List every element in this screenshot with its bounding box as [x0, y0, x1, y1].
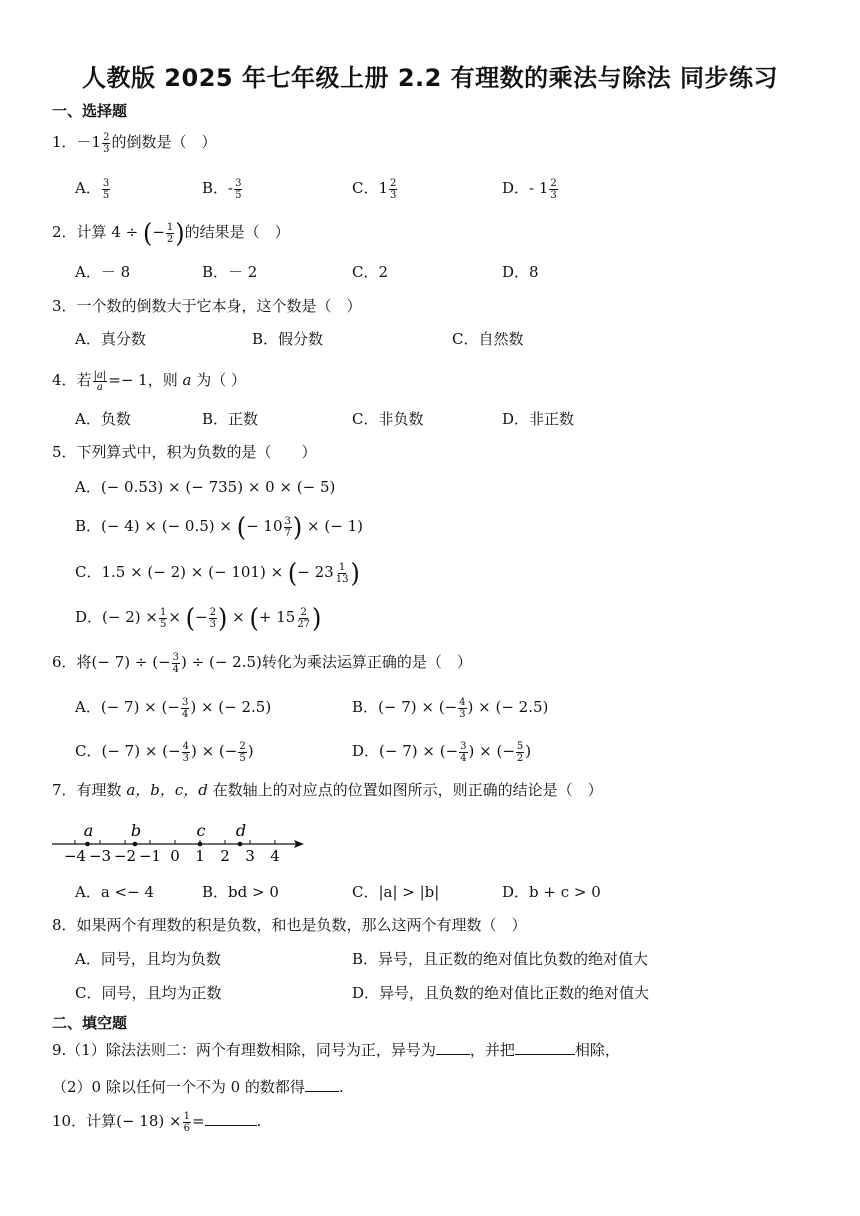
q6-option-c[interactable]: C．(− 7) × (− $\frac{4}{3}$ ) × (− $\frac{2}{5}$ ) — [75, 740, 254, 764]
q4-option-b[interactable]: B．正数 — [202, 410, 259, 428]
tick-label: −4 — [63, 847, 87, 865]
q6-option-a[interactable]: A．(− 7) × (− $\frac{3}{4}$ ) × (− 2.5) — [75, 696, 272, 720]
point-label: a — [83, 821, 94, 840]
q7-option-a[interactable]: A．a <− 4 — [75, 883, 154, 901]
tick-label: 4 — [270, 847, 280, 865]
point-dot — [198, 842, 203, 847]
q8-option-b[interactable]: B．异号，且正数的绝对值比负数的绝对值大 — [352, 950, 649, 968]
q4-option-d[interactable]: D．非正数 — [502, 410, 575, 428]
number-line-figure — [50, 812, 310, 868]
question-2: 2．计算 4 ÷ (− $\frac{1}{2}$ )的结果是（ ） — [52, 217, 290, 249]
tick-label: −3 — [88, 847, 112, 865]
q2-option-a[interactable]: A．－ 8 — [75, 263, 131, 281]
question-6: 6．将(− 7) ÷ (− $\frac{3}{4}$ ) ÷ (− 2.5)转化为乘法运算正确的是（ ） — [52, 651, 472, 675]
tick-label: −1 — [138, 847, 162, 865]
q6-option-d[interactable]: D．(− 7) × (− $\frac{3}{4}$ ) × (− $\frac{5}{2}$ ) — [352, 740, 532, 764]
section-fill-heading: 二、填空题 — [52, 1014, 128, 1032]
q8-option-c[interactable]: C．同号，且均为正数 — [75, 984, 222, 1002]
q2-option-c[interactable]: C．2 — [352, 263, 389, 281]
q7-option-b[interactable]: B．bd > 0 — [202, 883, 279, 901]
q3-option-c[interactable]: C．自然数 — [452, 330, 524, 348]
q4-option-a[interactable]: A．负数 — [75, 410, 131, 428]
page-title: 人教版 2025 年七年级上册 2.2 有理数的乘法与除法 同步练习 — [81, 64, 779, 92]
q1-option-d[interactable]: D．- 1 $\frac{2}{3}$ — [502, 177, 557, 201]
q1-option-c[interactable]: C．1 $\frac{2}{3}$ — [352, 177, 397, 201]
tick-label: 3 — [245, 847, 255, 865]
answer-blank[interactable] — [436, 1040, 470, 1055]
point-dot — [85, 842, 90, 847]
question-5: 5．下列算式中，积为负数的是（ ） — [52, 443, 317, 461]
q2-option-d[interactable]: D．8 — [502, 263, 539, 281]
q5-option-a[interactable]: A．(− 0.53) × (− 735) × 0 × (− 5) — [75, 478, 336, 496]
tick-label: 0 — [170, 847, 180, 865]
q5-option-d[interactable]: D．(− 2) × $\frac{1}{5}$ × (− $\frac{2}{3}$ ) × (+ 15 $\frac{2}{27}$ ) — [75, 602, 322, 634]
question-4: 4．若 $\frac{|a|}{a}$ =− 1，则 a 为（ ） — [52, 369, 246, 393]
tick-label: −2 — [113, 847, 137, 865]
question-9-part-1: 9.（1）除法法则二：两个有理数相除，同号为正，异号为 ，并把 相除， — [52, 1041, 620, 1059]
q4-option-c[interactable]: C．非负数 — [352, 410, 424, 428]
q5-option-b[interactable]: B．(− 4) × (− 0.5) × (− 10 $\frac{3}{7}$ ) × (− 1) — [75, 511, 363, 543]
q2-option-b[interactable]: B．－ 2 — [202, 263, 258, 281]
q3-option-a[interactable]: A．真分数 — [75, 330, 146, 348]
point-dot — [133, 842, 138, 847]
tick-label: 2 — [220, 847, 230, 865]
point-label: d — [235, 821, 247, 840]
section-choice-heading: 一、选择题 — [52, 102, 128, 120]
q5-option-c[interactable]: C．1.5 × (− 2) × (− 101) × (− 23 $\frac{1}{13}$ ) — [75, 557, 360, 589]
q3-option-b[interactable]: B．假分数 — [252, 330, 324, 348]
point-label: c — [196, 821, 206, 840]
q6-option-b[interactable]: B．(− 7) × (− $\frac{4}{3}$ ) × (− 2.5) — [352, 696, 549, 720]
question-9-part-2: （2）0 除以任何一个不为 0 的数都得 . — [52, 1078, 344, 1096]
answer-blank[interactable] — [305, 1077, 339, 1092]
q1-option-b[interactable]: B．- $\frac{3}{5}$ — [202, 177, 242, 201]
point-dot — [238, 842, 243, 847]
q7-option-c[interactable]: C．|a| > |b| — [352, 883, 440, 901]
question-8: 8．如果两个有理数的积是负数，和也是负数，那么这两个有理数（ ） — [52, 916, 527, 934]
q8-option-a[interactable]: A．同号，且均为负数 — [75, 950, 221, 968]
question-10: 10．计算(− 18) × $\frac{1}{6}$ = . — [52, 1110, 262, 1134]
q7-option-d[interactable]: D．b + c > 0 — [502, 883, 601, 901]
question-3: 3．一个数的倒数大于它本身，这个数是（ ） — [52, 297, 362, 315]
point-label: b — [130, 821, 142, 840]
q1-option-a[interactable]: A． $\frac{3}{5}$ — [75, 177, 110, 201]
answer-blank[interactable] — [205, 1111, 257, 1126]
answer-blank[interactable] — [515, 1040, 575, 1055]
question-1: 1．－1 $\frac{2}{3}$ 的倒数是（ ） — [52, 131, 217, 155]
q8-option-d[interactable]: D．异号，且负数的绝对值比正数的绝对值大 — [352, 984, 650, 1002]
tick-label: 1 — [195, 847, 205, 865]
fraction: $\frac{2}{3}$ — [103, 131, 110, 155]
question-7: 7．有理数 a，b，c，d 在数轴上的对应点的位置如图所示，则正确的结论是（ ） — [52, 781, 603, 799]
